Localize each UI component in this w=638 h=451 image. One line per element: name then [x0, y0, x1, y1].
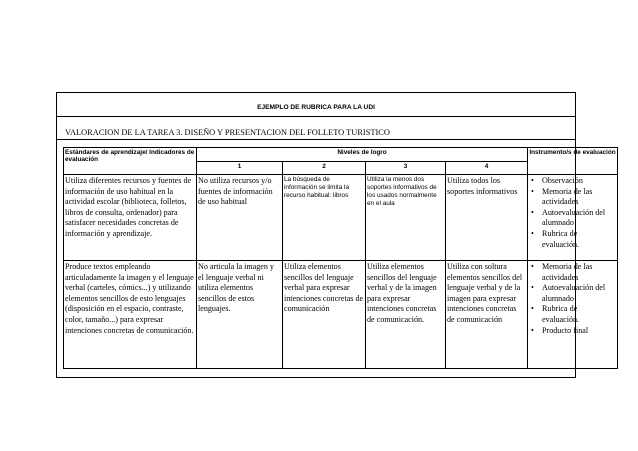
instrument-label: Observación: [542, 176, 583, 185]
bullet-icon: •: [531, 325, 534, 335]
list-item: [529, 176, 616, 187]
list-item: [529, 187, 616, 208]
level-number-1: 1: [197, 161, 283, 175]
level-number-2: 2: [283, 161, 366, 175]
instruments-cell: [528, 261, 618, 369]
level-number-3: 3: [366, 161, 446, 175]
instrument-label: Autoevaluación del alumnado: [542, 283, 606, 303]
header-standards: Estándares de aprendizaje/ Indicadores de evaluación: [64, 148, 197, 175]
divider-top: [57, 116, 575, 117]
instrument-label: Rubrica de evaluación.: [542, 304, 580, 324]
level3-cell: Utiliza la menos dos soportes informativos de los usados normalmente en el aula: [366, 175, 446, 261]
list-item: [529, 326, 616, 337]
instrument-label: Producto final: [542, 325, 589, 335]
bullet-icon: •: [531, 176, 534, 185]
bullet-icon: •: [531, 186, 534, 196]
table-row: [64, 261, 618, 369]
list-item: [529, 262, 616, 283]
header-instruments: Instrumento/s de evaluación: [528, 148, 618, 175]
task-subtitle: VALORACION DE LA TAREA 3. DISEÑO Y PRESENTACION DEL FOLLETO TURISTICO: [65, 128, 390, 137]
level-number-4: 4: [446, 161, 528, 175]
instruments-list: [529, 262, 616, 336]
header-levels: Niveles de logro: [197, 148, 528, 162]
bullet-icon: •: [531, 262, 534, 271]
list-item: [529, 229, 616, 250]
rubric-table: [63, 147, 618, 369]
instrument-label: Autoevaluación del alumnado: [542, 207, 606, 228]
list-item: [529, 208, 616, 229]
standard-cell: Utiliza diferentes recursos y fuentes de información de uso habitual en la actividad escolar (biblioteca, folletos, libros de consulta, ordenador) para satisfacer necesidades concretas de información y aprendizaje.: [64, 175, 197, 261]
level4-cell: Utiliza todos los soportes informativos: [446, 175, 528, 261]
bullet-icon: •: [531, 228, 534, 238]
level2-cell: Utiliza elementos sencillos del lenguaje verbal para expresar intenciones concretas de comunicación: [283, 261, 366, 369]
document-frame: [56, 92, 616, 378]
bullet-icon: •: [531, 304, 534, 314]
instrument-label: Memoria de las actividades: [542, 186, 593, 207]
list-item: [529, 304, 616, 325]
level1-cell: No articula la imagen y el lenguaje verbal ni utiliza elementos sencillos de estos lenguajes.: [197, 261, 283, 369]
bullet-icon: •: [531, 283, 534, 293]
level1-cell: No utiliza recursos y/o fuentes de información de uso habitual: [197, 175, 283, 261]
divider-subtitle: [57, 139, 575, 140]
instruments-list: [529, 176, 616, 250]
instruments-cell: [528, 175, 618, 261]
instrument-label: Rubrica de evaluación.: [542, 228, 580, 249]
table-row: [64, 175, 618, 261]
instrument-label: Memoria de las actividades: [542, 262, 593, 282]
list-item: [529, 283, 616, 304]
level4-cell: Utiliza con soltura elementos sencillos del lenguaje verbal y de la imagen para expresar intenciones concretas de comunicación: [446, 261, 528, 369]
table-header-row: [64, 148, 618, 162]
level3-cell: Utiliza elementos sencillos del lenguaje verbal y de la imagen para expresar intenciones concretas de comunicación.: [366, 261, 446, 369]
rubric-title: EJEMPLO DE RUBRICA PARA LA UDI: [257, 104, 375, 111]
level2-cell: La búsqueda de información se limita la recurso habitual: libros: [283, 175, 366, 261]
bullet-icon: •: [531, 207, 534, 217]
standard-cell: Produce textos empleando articuladamente la imagen y el lenguaje verbal (carteles, cómics...) y utilizando elementos sencillos de esto lenguajes (disposición en el espacio, contraste, color, tamaño...) para expresar intenciones concretas de comunicación.: [64, 261, 197, 369]
